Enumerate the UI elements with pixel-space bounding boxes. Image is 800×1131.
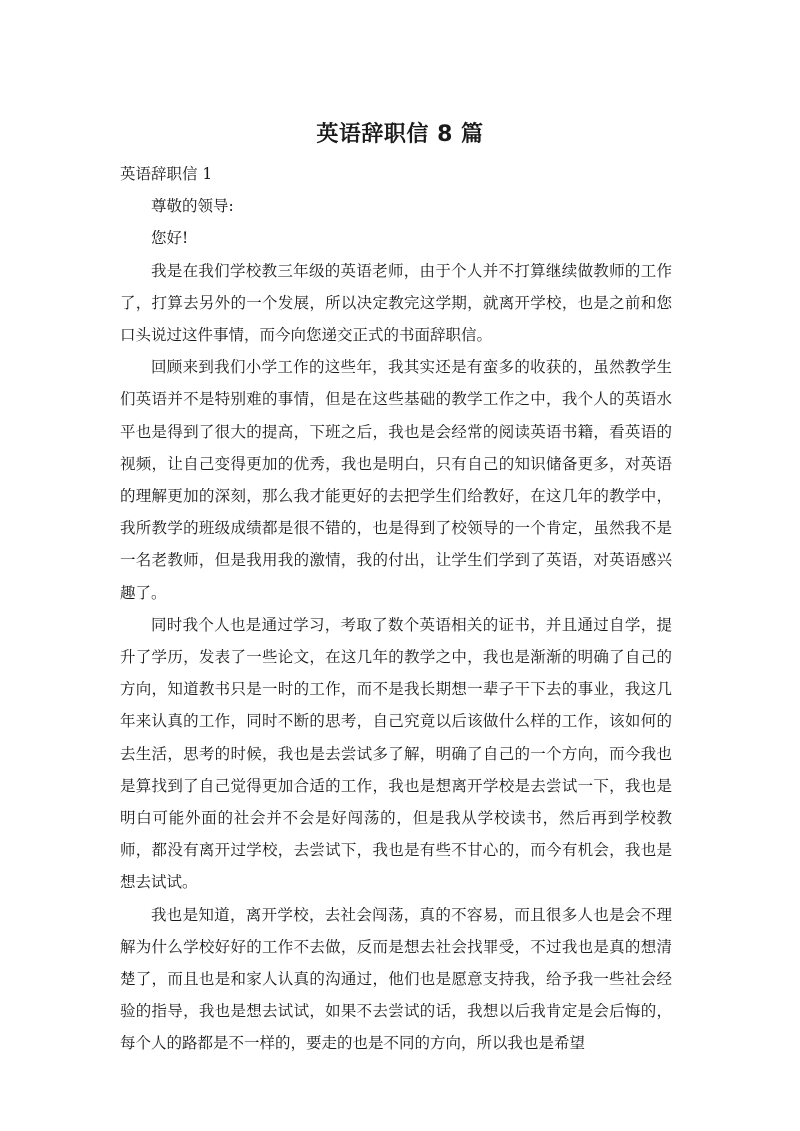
greeting: 您好! xyxy=(151,229,189,248)
salutation: 尊敬的领导: xyxy=(151,197,234,216)
body-paragraph: 回顾来到我们小学工作的这些年，我其实还是有蛮多的收获的，虽然教学生们英语并不是特别难的事情，但是在这些基础的教学工作之中，我个人的英语水平也是得到了很大的提高，下班之后，我也是会经常的阅读英语书籍，看英语的视频，让自己变得更加的优秀，我也是明白，只有自己的知识储备更多，对英语的理解更加的深刻，那么我才能更好的去把学生们给教好，在这几年的教学中，我所教学的班级成绩都是很不错的，也是得到了校领导的一个肯定，虽然我不是一名老教师，但是我用我的激情，我的付出，让学生们学到了英语，对英语感兴趣了。 xyxy=(120,358,672,602)
document-title: 英语辞职信 8 篇 xyxy=(316,122,484,147)
section-heading: 英语辞职信 1 xyxy=(120,165,213,183)
body-paragraph: 我是在我们学校教三年级的英语老师，由于个人并不打算继续做教师的工作了，打算去另外的一个发展，所以决定教完这学期，就离开学校，也是之前和您口头说过这件事情，而今向您递交正式的书面辞职信。 xyxy=(120,261,672,345)
document-body xyxy=(120,158,672,1060)
body-paragraph: 我也是知道，离开学校，去社会闯荡，真的不容易，而且很多人也是会不理解为什么学校好好的工作不去做，反而是想去社会找罪受，不过我也是真的想清楚了，而且也是和家人认真的沟通过，他们也是愿意支持我，给予我一些社会经验的指导，我也是想去试试，如果不去尝试的话，我想以后我肯定是会后悔的，每个人的路都是不一样的，要走的也是不同的方向，所以我也是希望 xyxy=(120,905,672,1053)
body-paragraph: 同时我个人也是通过学习，考取了数个英语相关的证书，并且通过自学，提升了学历，发表了一些论文，在这几年的教学之中，我也是渐渐的明确了自己的方向，知道教书只是一时的工作，而不是我长期想一辈子干下去的事业，我这几年来认真的工作，同时不断的思考，自己究竟以后该做什么样的工作，该如何的去生活，思考的时候，我也是去尝试多了解，明确了自己的一个方向，而今我也是算找到了自己觉得更加合适的工作，我也是想离开学校是去尝试一下，我也是明白可能外面的社会并不会是好闯荡的，但是我从学校读书，然后再到学校教师，都没有离开过学校，去尝试下，我也是有些不甘心的，而今有机会，我也是想去试试。 xyxy=(120,615,672,892)
